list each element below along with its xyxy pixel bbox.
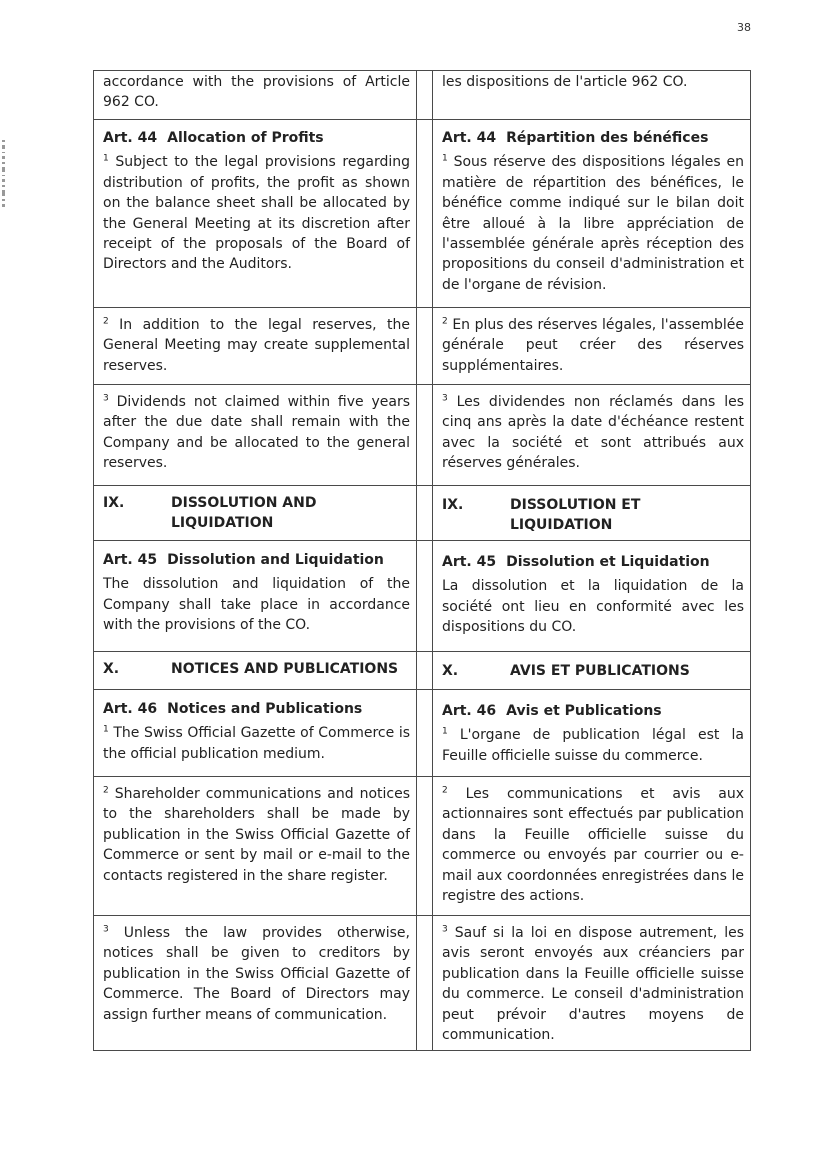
paragraph-number: 3: [442, 393, 448, 404]
english-text: Shareholder communications and notices to the shareholders shall be made by publication in the Swiss Official Gazette of Commerce or sent by mail or e-mail to the contacts registered in the share register.: [103, 786, 410, 884]
table-row: [94, 308, 751, 385]
paragraph-number: 3: [103, 393, 109, 404]
paragraph-number: 2: [103, 785, 109, 796]
english-paragraph: [103, 392, 410, 474]
scan-margin-marks: [2, 140, 6, 290]
article-number: Art. 46: [442, 703, 497, 719]
section-title: NOTICES AND PUBLICATIONS: [171, 661, 399, 677]
english-text: In addition to the legal reserves, the General Meeting may create supplemental reserves.: [103, 317, 411, 374]
paragraph-number: 1: [442, 153, 448, 164]
french-text: Sauf si la loi en dispose autrement, les avis seront envoyés aux créanciers par publication dans la Feuille officielle suisse du commerce. Le conseil d'administration peut prévoir d'autres moyens de communication.: [442, 925, 744, 1044]
column-gap: [417, 120, 433, 308]
article-number: Art. 44: [442, 130, 497, 146]
english-cell: [94, 541, 417, 652]
french-cell: [433, 777, 751, 916]
column-gap: [417, 916, 433, 1051]
section-title: [171, 493, 316, 534]
english-cell: [94, 690, 417, 777]
article-title: Dissolution et Liquidation: [506, 554, 710, 570]
paragraph-number: 2: [103, 316, 109, 327]
section-title: AVIS ET PUBLICATIONS: [510, 663, 690, 679]
english-cell: [94, 308, 417, 385]
english-paragraph: [103, 784, 410, 886]
section-title-line: LIQUIDATION: [171, 515, 274, 532]
column-gap: [417, 308, 433, 385]
section-title-line: DISSOLUTION AND: [171, 495, 317, 511]
french-paragraph: [442, 784, 744, 906]
article-heading: [442, 552, 744, 572]
article-title: Répartition des bénéfices: [506, 130, 709, 146]
french-text: L'organe de publication légal est la Feuille officielle suisse du commerce.: [442, 727, 744, 764]
english-text: Dividends not claimed within five years after the due date shall remain with the Company and be allocated to the general reserves.: [103, 394, 410, 472]
article-number: Art. 46: [103, 701, 158, 717]
article-number: Art. 45: [103, 552, 158, 568]
column-gap: [417, 385, 433, 486]
english-paragraph: [103, 923, 410, 1025]
article-title: Allocation of Profits: [167, 130, 324, 146]
table-row: [94, 541, 751, 652]
english-paragraph: [103, 315, 410, 376]
french-section-cell: [433, 652, 751, 690]
french-cell: [433, 385, 751, 486]
french-cell: [433, 71, 751, 120]
column-gap: [417, 690, 433, 777]
column-gap: [417, 486, 433, 541]
english-section-cell: [94, 486, 417, 541]
paragraph-number: 1: [442, 726, 448, 737]
section-number: IX.: [103, 495, 125, 511]
english-paragraph: [103, 723, 410, 764]
french-paragraph: [442, 392, 744, 474]
article-heading: [103, 550, 410, 570]
column-gap: [417, 71, 433, 120]
page-number: 38: [737, 21, 751, 34]
paragraph-number: 2: [442, 785, 448, 796]
french-text: Les communications et avis aux actionnaires sont effectués par publication dans la Feuille officielle suisse du commerce ou envoyés par courrier ou e-mail aux coordonnées enregistrées dans le registre des actions.: [442, 786, 744, 905]
paragraph-number: 3: [103, 924, 109, 935]
column-gap: [417, 541, 433, 652]
table-row: [94, 916, 751, 1051]
french-paragraph: [442, 315, 744, 376]
table-row: [94, 486, 751, 541]
article-number: Art. 44: [103, 130, 158, 146]
french-paragraph: [442, 152, 744, 295]
english-text: accordance with the provisions of Article 962 CO.: [103, 74, 410, 111]
article-heading: [442, 701, 744, 721]
french-cell: [433, 308, 751, 385]
english-cell: [94, 777, 417, 916]
french-text: En plus des réserves légales, l'assemblée générale peut créer des réserves supplémentaires.: [442, 317, 745, 374]
french-text: La dissolution et la liquidation de la société ont lieu en conformité avec les dispositions du CO.: [442, 578, 744, 636]
article-heading: [442, 128, 744, 148]
table-row: [94, 777, 751, 916]
french-paragraph: [442, 725, 744, 766]
french-text: Les dividendes non réclamés dans les cinq ans après la date d'échéance restent avec la société et sont attribués aux réserves générales.: [442, 394, 745, 472]
english-text: The Swiss Official Gazette of Commerce is the official publication medium.: [103, 725, 410, 762]
english-cell: [94, 385, 417, 486]
french-cell: [433, 916, 751, 1051]
section-number: X.: [442, 663, 459, 679]
french-cell: [433, 120, 751, 308]
french-cell: [433, 541, 751, 652]
paragraph-number: 1: [103, 724, 109, 735]
section-number: X.: [103, 661, 120, 677]
article-number: Art. 45: [442, 554, 497, 570]
article-title: Dissolution and Liquidation: [167, 552, 384, 568]
table-row: [94, 120, 751, 308]
table-row: [94, 652, 751, 690]
table-row: [94, 71, 751, 120]
english-cell: [94, 916, 417, 1051]
french-paragraph: [442, 923, 744, 1045]
article-heading: [103, 128, 410, 148]
bilingual-articles-table: [93, 70, 751, 1051]
column-gap: [417, 777, 433, 916]
paragraph-number: 3: [442, 924, 448, 935]
english-text: Subject to the legal provisions regarding distribution of profits, the profit as shown on the balance sheet shall be allocated by the General Meeting at its discretion after receipt of the proposals of the Board of Directors and the Auditors.: [103, 154, 410, 273]
paragraph-number: 2: [442, 316, 448, 327]
article-title: Avis et Publications: [506, 703, 662, 719]
french-section-cell: [433, 486, 751, 541]
english-cell: [94, 120, 417, 308]
table-row: [94, 385, 751, 486]
english-cell: [94, 71, 417, 120]
english-text: The dissolution and liquidation of the Company shall take place in accordance with the provisions of the CO.: [103, 576, 410, 634]
english-section-cell: [94, 652, 417, 690]
table-row: [94, 690, 751, 777]
french-text: Sous réserve des dispositions légales en matière de répartition des bénéfices, le bénéfice comme indiqué sur le bilan doit être alloué à la libre appréciation de l'assemblée générale après réception des propositions du conseil d'administration et de l'organe de révision.: [442, 154, 744, 293]
french-cell: [433, 690, 751, 777]
column-gap: [417, 652, 433, 690]
section-title-line: LIQUIDATION: [510, 517, 613, 534]
english-text: Unless the law provides otherwise, notices shall be given to creditors by publication in the Swiss Official Gazette of Commerce. The Board of Directors may assign further means of communication.: [103, 925, 410, 1023]
paragraph-number: 1: [103, 153, 109, 164]
section-title: [510, 495, 640, 536]
section-title-line: DISSOLUTION ET: [510, 497, 641, 513]
english-paragraph: [103, 152, 410, 274]
article-title: Notices and Publications: [167, 701, 363, 717]
section-number: IX.: [442, 497, 464, 513]
article-heading: [103, 699, 410, 719]
french-text: les dispositions de l'article 962 CO.: [442, 74, 688, 90]
